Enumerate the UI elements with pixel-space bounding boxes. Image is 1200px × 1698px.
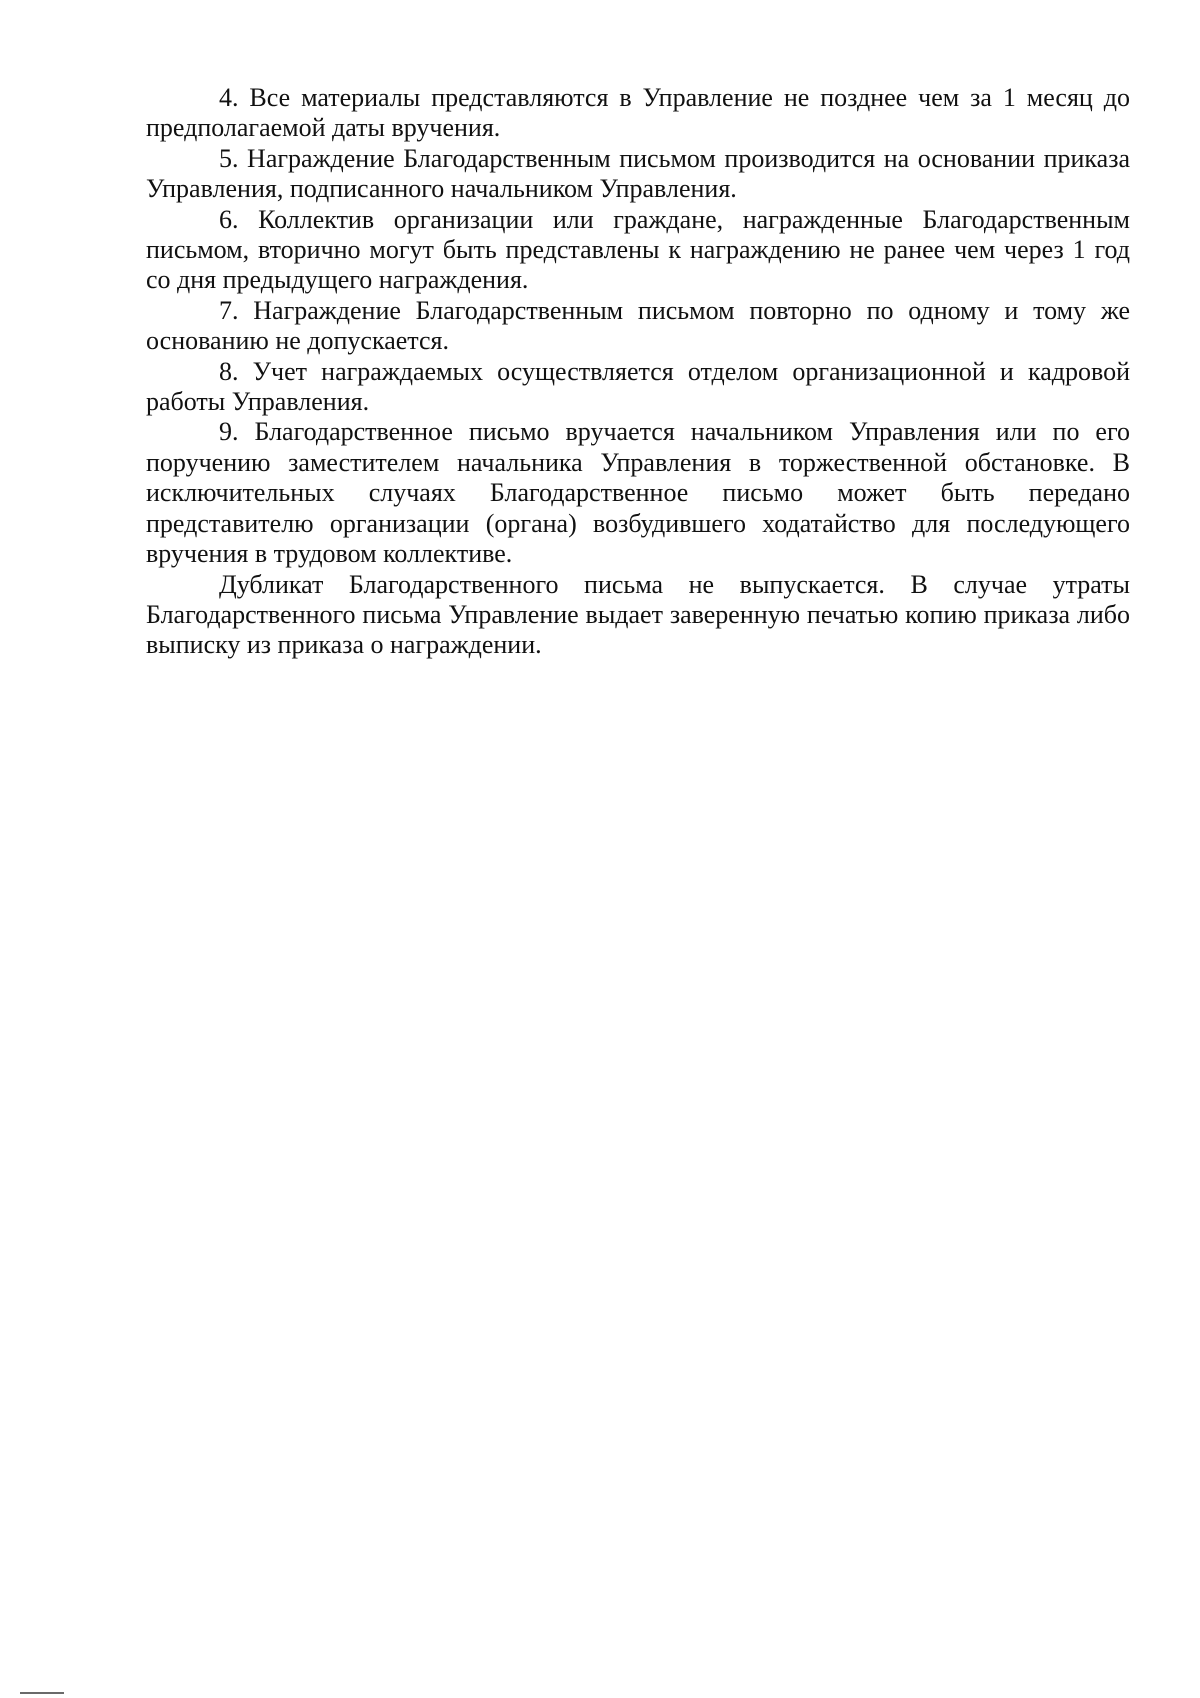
paragraph-item-8: 8. Учет награждаемых осуществляется отделом организационной и кадровой работы Управления.	[146, 356, 1130, 417]
paragraph-item-5: 5. Награждение Благодарственным письмом производится на основании приказа Управления, подписанного начальником Управления.	[146, 143, 1130, 204]
document-body	[146, 83, 1130, 661]
paragraph-item-9: 9. Благодарственное письмо вручается начальником Управления или по его поручению заместителем начальника Управления в торжественной обстановке. В исключительных случаях Благодарственное письмо может быть передано представителю организации (органа) возбудившего ходатайство для последующего вручения в трудовом коллективе.	[146, 417, 1130, 569]
paragraph-duplicate-note: Дубликат Благодарственного письма не выпускается. В случае утраты Благодарственного письма Управление выдает заверенную печатью копию приказа либо выписку из приказа о награждении.	[146, 569, 1130, 660]
paragraph-item-6: 6. Коллектив организации или граждане, награжденные Благодарственным письмом, вторично могут быть представлены к награждению не ранее чем через 1 год со дня предыдущего награждения.	[146, 204, 1130, 295]
paragraph-item-7: 7. Награждение Благодарственным письмом повторно по одному и тому же основанию не допускается.	[146, 295, 1130, 356]
scan-artifact-mark	[20, 1692, 64, 1694]
paragraph-item-4: 4. Все материалы представляются в Управление не позднее чем за 1 месяц до предполагаемой даты вручения.	[146, 83, 1130, 143]
